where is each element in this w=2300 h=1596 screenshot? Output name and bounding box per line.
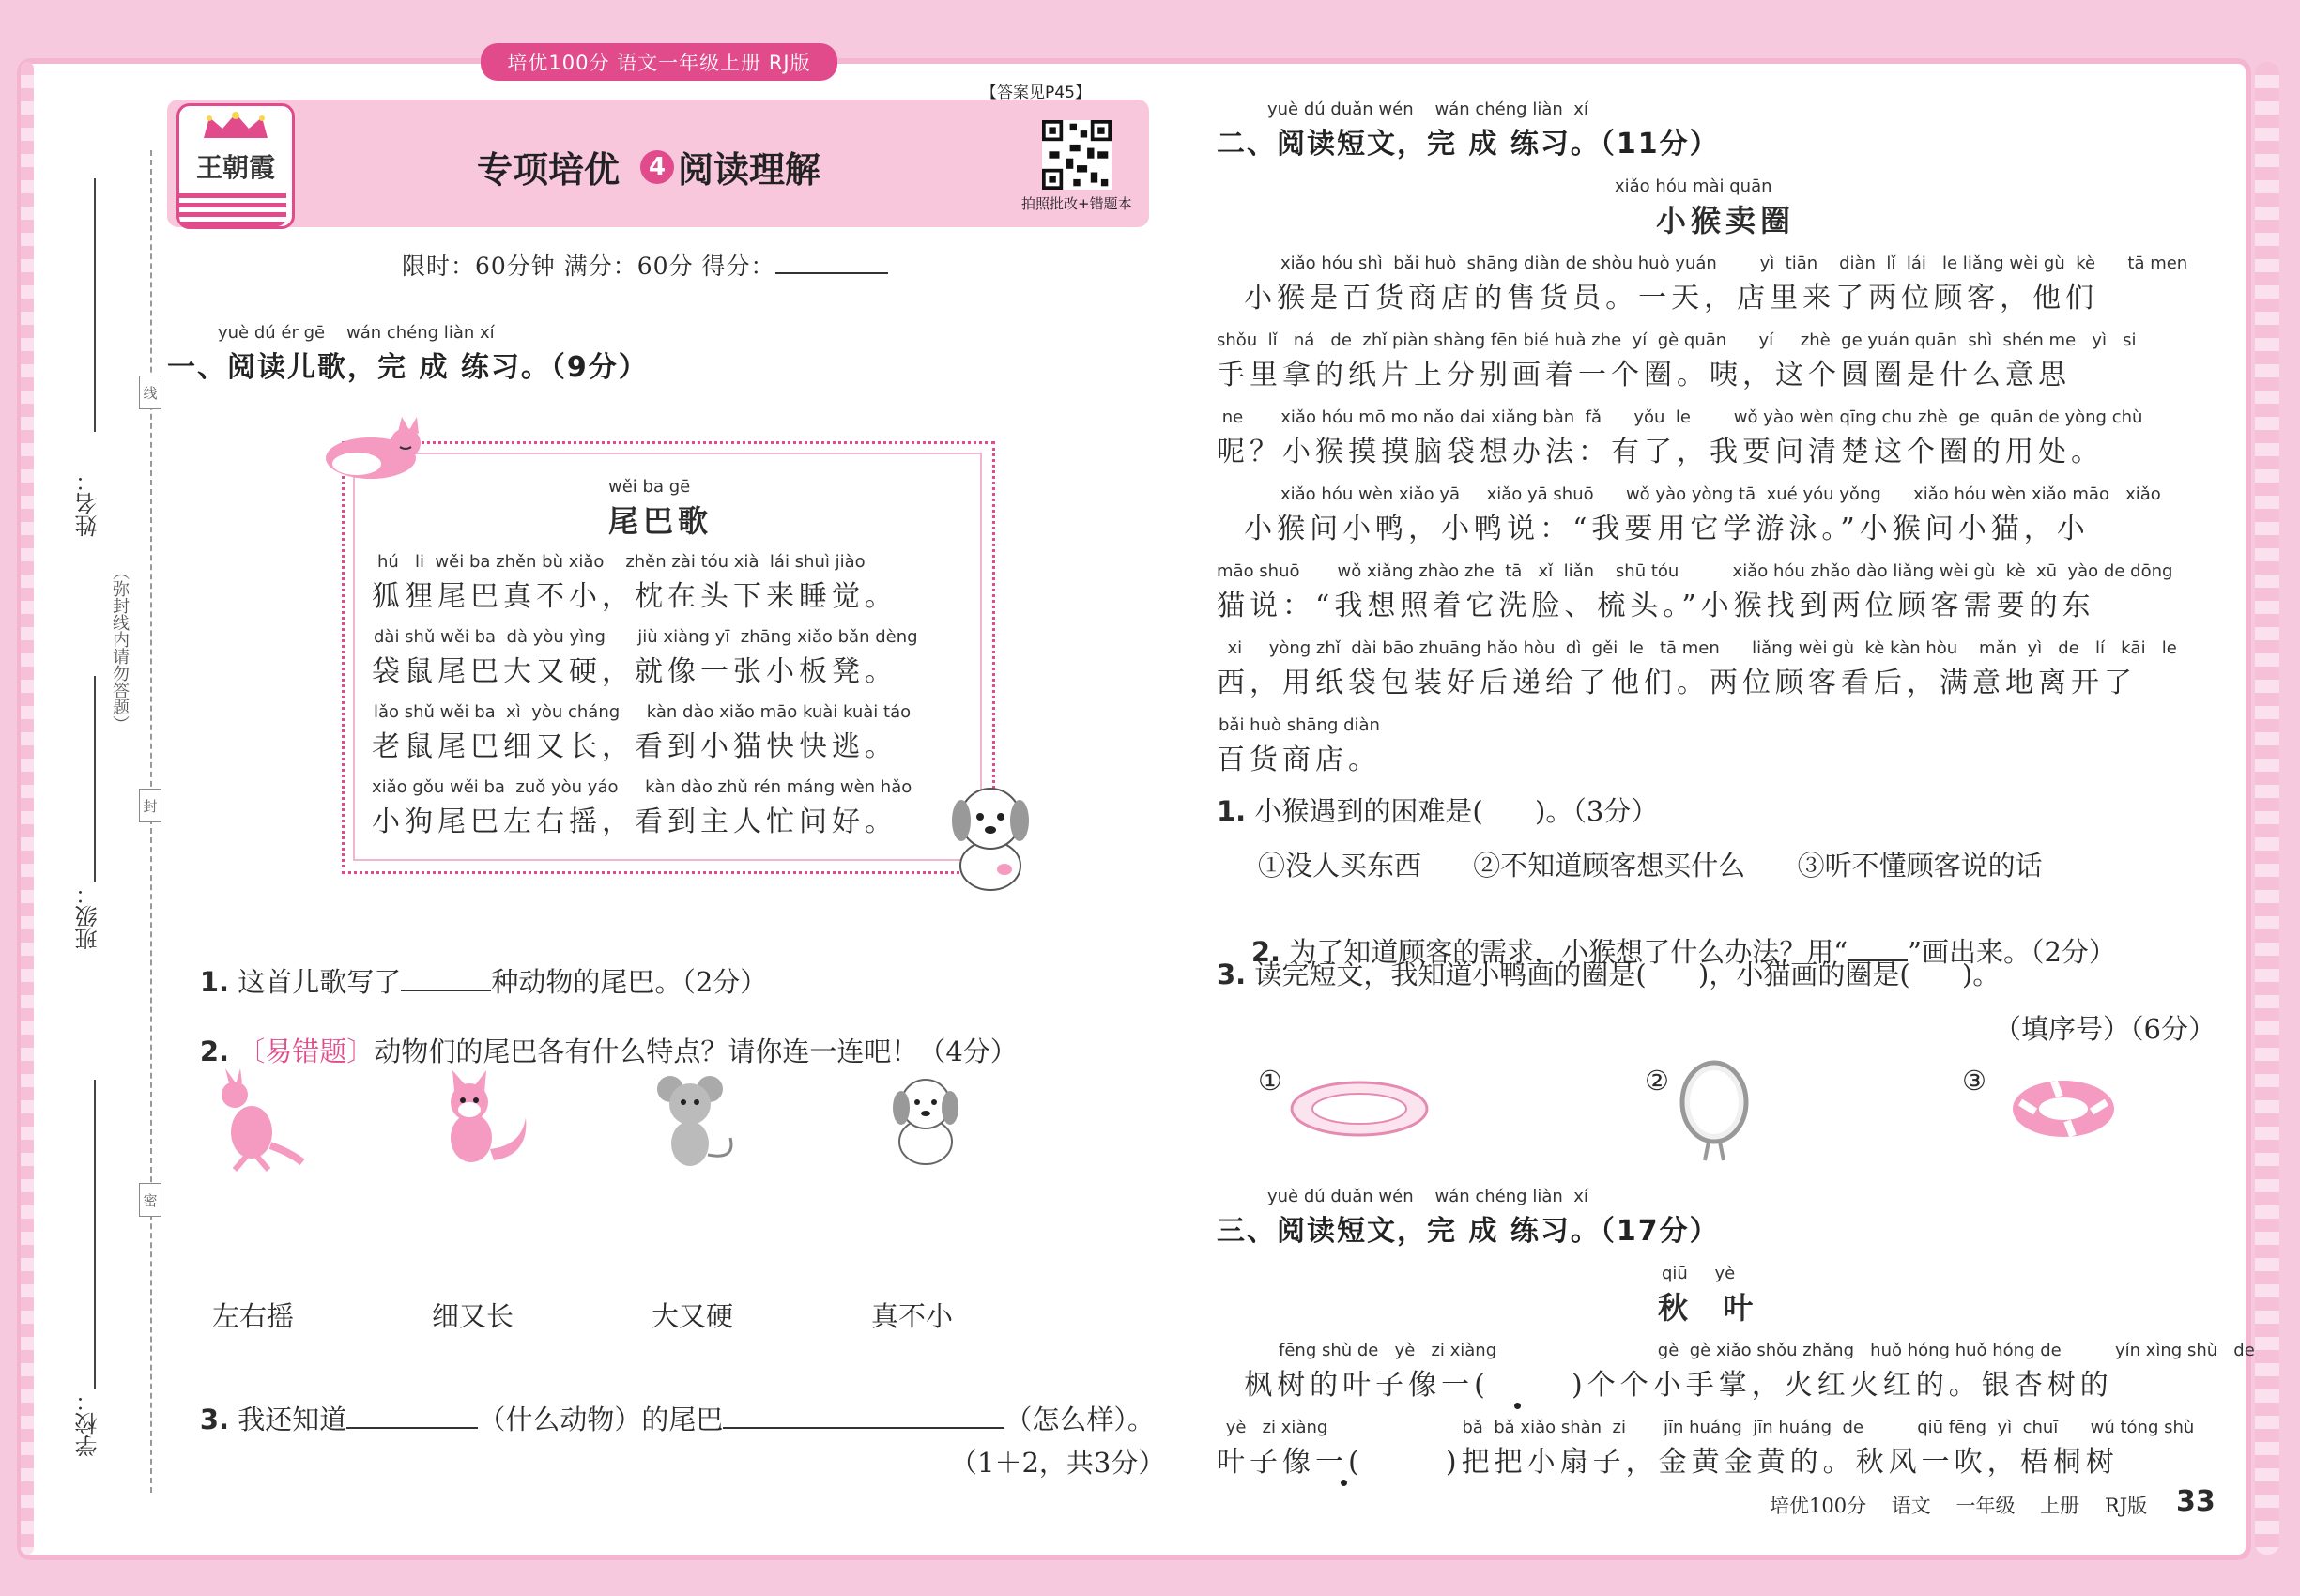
book-banner: 培优100分 语文一年级上册 RJ版 (481, 43, 837, 81)
s2-line2: 手里拿的纸片上分别画着一个圈。咦，这个圆圈是什么意思 (1217, 359, 2071, 391)
title-topic: 阅读理解 (678, 149, 821, 191)
page-footer: 培优100分 语文 一年级 上册 RJ版 (1770, 1495, 2148, 1517)
s2-line7-pinyin: bǎi huò shāng diàn (1219, 715, 1380, 735)
s2-q1-options[interactable]: ①没人买东西 ②不知道顾客想买什么 ③听不懂顾客说的话 (1258, 850, 2043, 882)
binding-margin (56, 150, 160, 1512)
fox-sleeping-icon (319, 409, 432, 484)
brand-logo (176, 103, 295, 229)
s2-line4-pinyin: xiǎo hóu wèn xiǎo yā xiǎo yā shuō wǒ yào yòng tā xué yóu yǒng xiǎo hóu wèn xiǎo māo xiǎo (1280, 484, 2161, 504)
s2-line3: 呢？小猴摸摸脑袋想办法：有了，我要问清楚这个圈的用处。 (1217, 436, 2104, 468)
s1-q3-mid: （什么动物）的尾巴 (478, 1404, 724, 1435)
trait-word-3[interactable]: 大又硬 (652, 1300, 734, 1332)
s2-q2-text: 为了知道顾客的需求，小猴想了什么办法？用“ (1289, 936, 1848, 968)
s1-q3-score: （1＋2，共3分） (950, 1447, 1166, 1479)
dog-icon (879, 1070, 973, 1168)
header-box (167, 100, 1149, 227)
error-prone-tag: 〔易错题〕 (238, 1036, 375, 1067)
s3-line1: 枫树的叶子像一( )个个小手掌，火红火红的。银杏树的 (1217, 1369, 2113, 1402)
s2-line3-pinyin: ne xiǎo hóu mō mo nǎo dai xiǎng bàn fǎ yǒu le wǒ yào wèn qīng chu zhè ge quān de yòng chù (1217, 407, 2143, 427)
mirror-icon[interactable] (1671, 1059, 1757, 1162)
s2-line1: 小猴是百货商店的售货员。一天，店里来了两位顾客，他们 (1217, 282, 2099, 315)
s3-line2-pinyin: yè zi xiàng bǎ bǎ xiǎo shàn zi jīn huáng jīn huáng de qiū fēng yì chuī wú tóng shù (1220, 1418, 2195, 1437)
kangaroo-icon (197, 1067, 306, 1172)
s2-q1-text: 小猴遇到的困难是( )。（3分） (1254, 795, 1659, 827)
emphasis-dot (1514, 1403, 1521, 1409)
pic-number-3: ③ (1962, 1065, 1986, 1097)
s1-question-2: 2. 〔易错题〕动物们的尾巴各有什么特点？请你连一连吧！（4分） (199, 1036, 1018, 1067)
s1-question-1: 1. 这首儿歌写了 种动物的尾巴。（2分） (199, 966, 768, 998)
section2-title: 二、阅读短文，完 成 练习。（11分） (1217, 128, 1720, 161)
trait-word-4[interactable]: 真不小 (871, 1300, 954, 1332)
s1-question-3: 3. 我还知道 （什么动物）的尾巴 （怎么样）。 (199, 1404, 1155, 1435)
name-label: 姓名： (75, 469, 101, 537)
right-border-decoration (2255, 62, 2279, 1555)
class-label: 班级： (75, 882, 101, 950)
s3-poem-title: 秋 叶 (1658, 1290, 1758, 1326)
s2-q3-score: （填序号）（6分） (1994, 1013, 2216, 1045)
seal-box-secret: 密 (139, 1183, 161, 1217)
poem-line1-pinyin: hú li wěi ba zhěn bù xiǎo zhěn zài tóu xià lái shuì jiào (377, 552, 866, 572)
s2-line6: 西，用纸袋包装好后递给了他们。两位顾客看后，满意地离开了 (1217, 667, 2137, 699)
topic-number: 4 (640, 150, 674, 184)
s3-line2: 叶子像一( )把把小扇子，金黄金黄的。秋风一吹，梧桐树 (1217, 1446, 2119, 1479)
poem-line4-pinyin: xiǎo gǒu wěi ba zuǒ yòu yáo kàn dào zhǔ rén máng wèn hǎo (372, 777, 912, 797)
s2-q2-tail: ”画出来。（2分） (1908, 936, 2116, 968)
seal-box-line: 线 (139, 376, 161, 409)
poem-line3: 老鼠尾巴细又长，看到小猫快快逃。 (372, 730, 897, 763)
s2-q3-text: 读完短文，我知道小鸭画的圈是( )，小猫画的圈是( )。 (1254, 959, 2001, 990)
name-blank[interactable] (94, 178, 96, 432)
plate-icon[interactable] (1288, 1078, 1431, 1140)
poem-line3-pinyin: lǎo shǔ wěi ba xì yòu cháng kàn dào xiǎo māo kuài kuài táo (374, 702, 912, 722)
poem-line4: 小狗尾巴左右摇，看到主人忙问好。 (372, 806, 897, 838)
pic-number-1: ① (1258, 1065, 1282, 1097)
swim-ring-icon[interactable] (2007, 1074, 2120, 1143)
s3-line1-pinyin: fēng shù de yè zi xiàng gè gè xiǎo shǒu zhǎng huǒ hóng huǒ hóng de yín xìng shù de (1279, 1341, 2255, 1360)
poem-line2: 袋鼠尾巴大又硬，就像一张小板凳。 (372, 655, 897, 688)
s1-q3-text: 我还知道 (238, 1404, 347, 1435)
logo-wave (179, 192, 286, 226)
school-label: 学校： (75, 1389, 101, 1457)
section1-title: 一、阅读儿歌，完 成 练习。（9分） (167, 351, 649, 384)
s2-line4: 小猴问小鸭，小鸭说：“我要用它学游泳。”小猴问小猫，小 (1217, 513, 2090, 545)
title-main: 专项培优 (477, 149, 621, 191)
poem-line1: 狐狸尾巴真不小，枕在头下来睡觉。 (372, 580, 897, 613)
seal-note: （弥封线内请勿答题） (110, 563, 130, 732)
qr-code-icon[interactable] (1042, 120, 1112, 190)
s1-q1-tail: 种动物的尾巴。（2分） (491, 966, 768, 998)
s2-line6-pinyin: xi yòng zhǐ dài bāo zhuāng hǎo hòu dì gěi le tā men liǎng wèi gù kè kàn hòu mǎn yì de lí kāi le (1217, 638, 2177, 658)
s2-line7: 百货商店。 (1217, 744, 1381, 776)
s1-q3-tail: （怎么样）。 (1004, 1404, 1155, 1435)
left-border-decoration (21, 62, 34, 1555)
s1-q3-blank-trait[interactable] (723, 1427, 1004, 1429)
answer-reference: 【答案见P45】 (981, 84, 1091, 102)
score-blank[interactable] (775, 272, 888, 274)
section2-pinyin: yuè dú duǎn wén wán chéng liàn xí (1267, 100, 1588, 119)
qr-label: 拍照批改+错题本 (1021, 195, 1132, 212)
section1-pinyin: yuè dú ér gē wán chéng liàn xí (218, 323, 495, 343)
trait-word-1[interactable]: 左右摇 (212, 1300, 295, 1332)
poem-title: 尾巴歌 (608, 503, 713, 539)
s2-line1-pinyin: xiǎo hóu shì bǎi huò shāng diàn de shòu huò yuán yì tiān diàn lǐ lái le liǎng wèi gù kè tā men (1280, 253, 2188, 273)
emphasis-dot (1341, 1480, 1347, 1486)
section3-pinyin: yuè dú duǎn wén wán chéng liàn xí (1267, 1187, 1588, 1206)
fox-icon (428, 1070, 533, 1172)
limits-text: 限时：60分钟 满分：60分 得分： (402, 253, 775, 280)
mouse-icon (648, 1070, 742, 1172)
class-blank[interactable] (94, 676, 96, 882)
s1-q3-blank-animal[interactable] (346, 1427, 478, 1429)
logo-text: 王朝霞 (195, 152, 275, 183)
s1-q1-text: 这首儿歌写了 (238, 966, 402, 998)
pic-number-2: ② (1645, 1065, 1669, 1097)
trait-word-2[interactable]: 细又长 (432, 1300, 514, 1332)
poem-title-pinyin: wěi ba gē (608, 477, 691, 497)
s1-q2-text: 动物们的尾巴各有什么特点？请你连一连吧！（4分） (374, 1036, 1018, 1067)
s3-title-pinyin: qiū yè (1662, 1264, 1736, 1283)
seal-box-seal: 封 (139, 789, 161, 822)
s2-line2-pinyin: shǒu lǐ ná de zhǐ piàn shàng fēn bié huà zhe yí gè quān yí zhè ge yuán quān shì shén me yì si (1217, 330, 2137, 350)
s1-q1-blank[interactable] (401, 990, 491, 991)
page-number: 33 (2176, 1485, 2216, 1518)
poem-line2-pinyin: dài shǔ wěi ba dà yòu yìng jiù xiàng yī zhāng xiǎo bǎn dèng (374, 627, 918, 647)
s2-line5-pinyin: māo shuō wǒ xiǎng zhào zhe tā xǐ liǎn shū tóu xiǎo hóu zhǎo dào liǎng wèi gù kè xū yào de dōng (1217, 561, 2173, 581)
crown-icon (200, 112, 271, 140)
s2-question-2: 2. 为了知道顾客的需求，小猴想了什么办法？用“ ”画出来。（2分） (1250, 936, 2116, 968)
s2-line5: 猫说：“我想照着它洗脸、梳头。”小猴找到两位顾客需要的东 (1217, 590, 2095, 622)
test-limits (402, 248, 888, 282)
s2-question-1: 1. 小猴遇到的困难是( )。（3分） (1217, 795, 1659, 827)
section3-title: 三、阅读短文，完 成 练习。（17分） (1217, 1215, 1720, 1248)
school-blank[interactable] (94, 1080, 96, 1389)
puppy-icon (939, 775, 1042, 894)
page-title (477, 141, 820, 192)
s2-question-3: 3. 读完短文，我知道小鸭画的圈是( )，小猫画的圈是( )。 (1217, 959, 2001, 990)
story-title-pinyin: xiǎo hóu mài quān (1615, 176, 1772, 196)
story-title: 小猴卖圈 (1656, 203, 1796, 238)
